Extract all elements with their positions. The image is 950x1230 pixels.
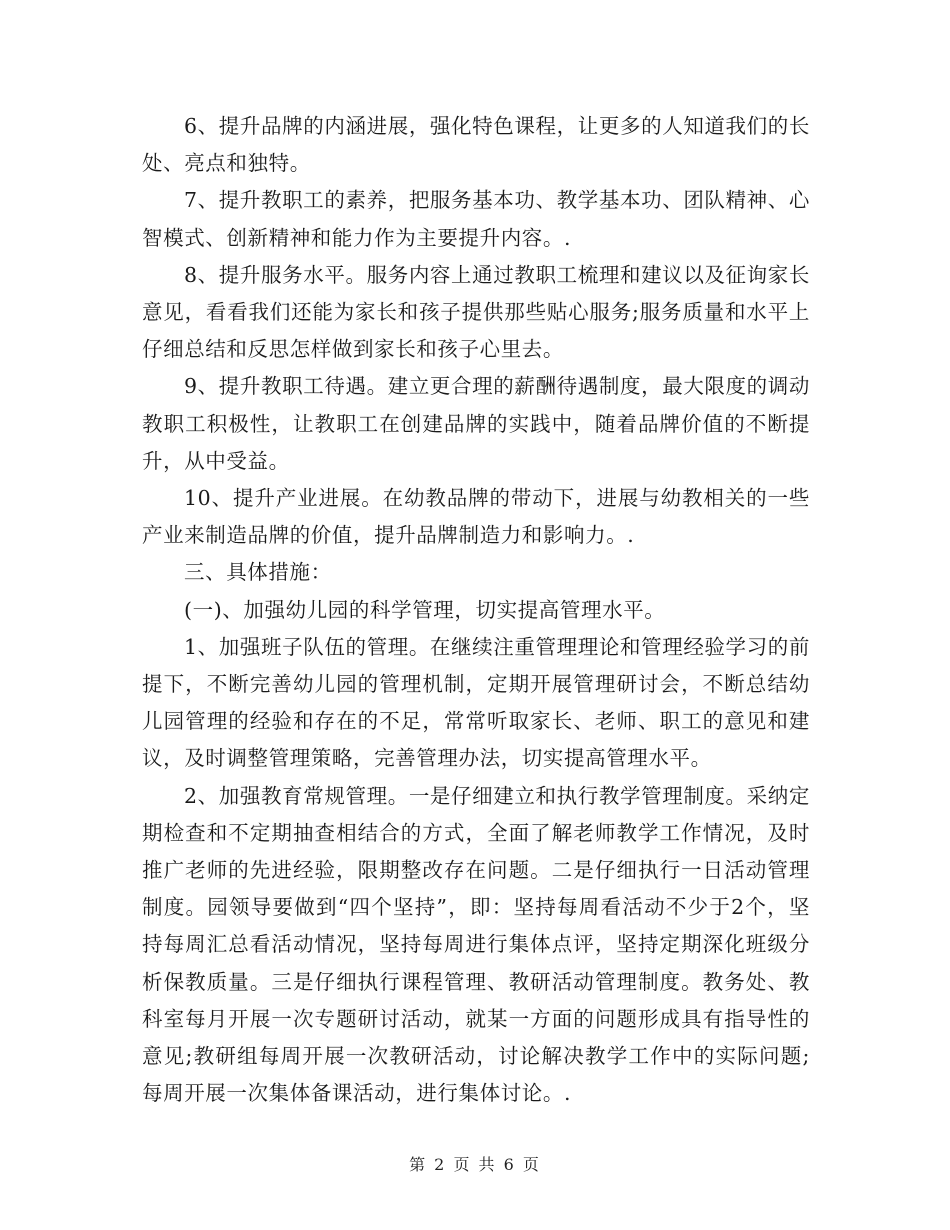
paragraph-measure-2: 2、加强教育常规管理。一是仔细建立和执行教学管理制度。采纳定期检查和不定期抽查相结合的方式，全面了解老师教学工作情况，及时推广老师的先进经验，限期整改存在问题。二是仔细执行一日活动管理制度。园领导要做到“四个坚持”，即：坚持每周看活动不少于2个，坚持每周汇总看活动情况，坚持每周进行集体点评，坚持定期深化班级分析保教质量。三是仔细执行课程管理、教研活动管理制度。教务处、教科室每月开展一次专题研讨活动，就某一方面的问题形成具有指导性的意见;教研组每周开展一次教研活动，讨论解决教学工作中的实际问题;每周开展一次集体备课活动，进行集体讨论。.	[142, 783, 810, 1106]
paragraph-item-6: 6、提升品牌的内涵进展，强化特色课程，让更多的人知道我们的长处、亮点和独特。	[142, 114, 810, 176]
section-heading-measures: 三、具体措施：	[184, 560, 332, 585]
paragraph-item-7: 7、提升教职工的素养，把服务基本功、教学基本功、团队精神、心智模式、创新精神和能力作为主要提升内容。.	[142, 188, 810, 250]
subsection-heading-management: (一)、加强幼儿园的科学管理，切实提高管理水平。	[184, 597, 666, 622]
document-body	[142, 108, 810, 1112]
paragraph-item-10: 10、提升产业进展。在幼教品牌的带动下，进展与幼教相关的一些产业来制造品牌的价值，提升品牌制造力和影响力。.	[142, 486, 810, 548]
paragraph-item-9: 9、提升教职工待遇。建立更合理的薪酬待遇制度，最大限度的调动教职工积极性，让教职工在创建品牌的实践中，随着品牌价值的不断提升，从中受益。	[142, 374, 810, 473]
paragraph-item-8: 8、提升服务水平。服务内容上通过教职工梳理和建议以及征询家长意见，看看我们还能为家长和孩子提供那些贴心服务;服务质量和水平上仔细总结和反思怎样做到家长和孩子心里去。	[142, 262, 810, 362]
page-number-footer: 第 2 页 共 6 页	[409, 1155, 541, 1174]
paragraph-measure-1: 1、加强班子队伍的管理。在继续注重管理理论和管理经验学习的前提下，不断完善幼儿园的管理机制，定期开展管理研讨会，不断总结幼儿园管理的经验和存在的不足，常常听取家长、老师、职工的意见和建议，及时调整管理策略，完善管理办法，切实提高管理水平。	[142, 634, 810, 771]
